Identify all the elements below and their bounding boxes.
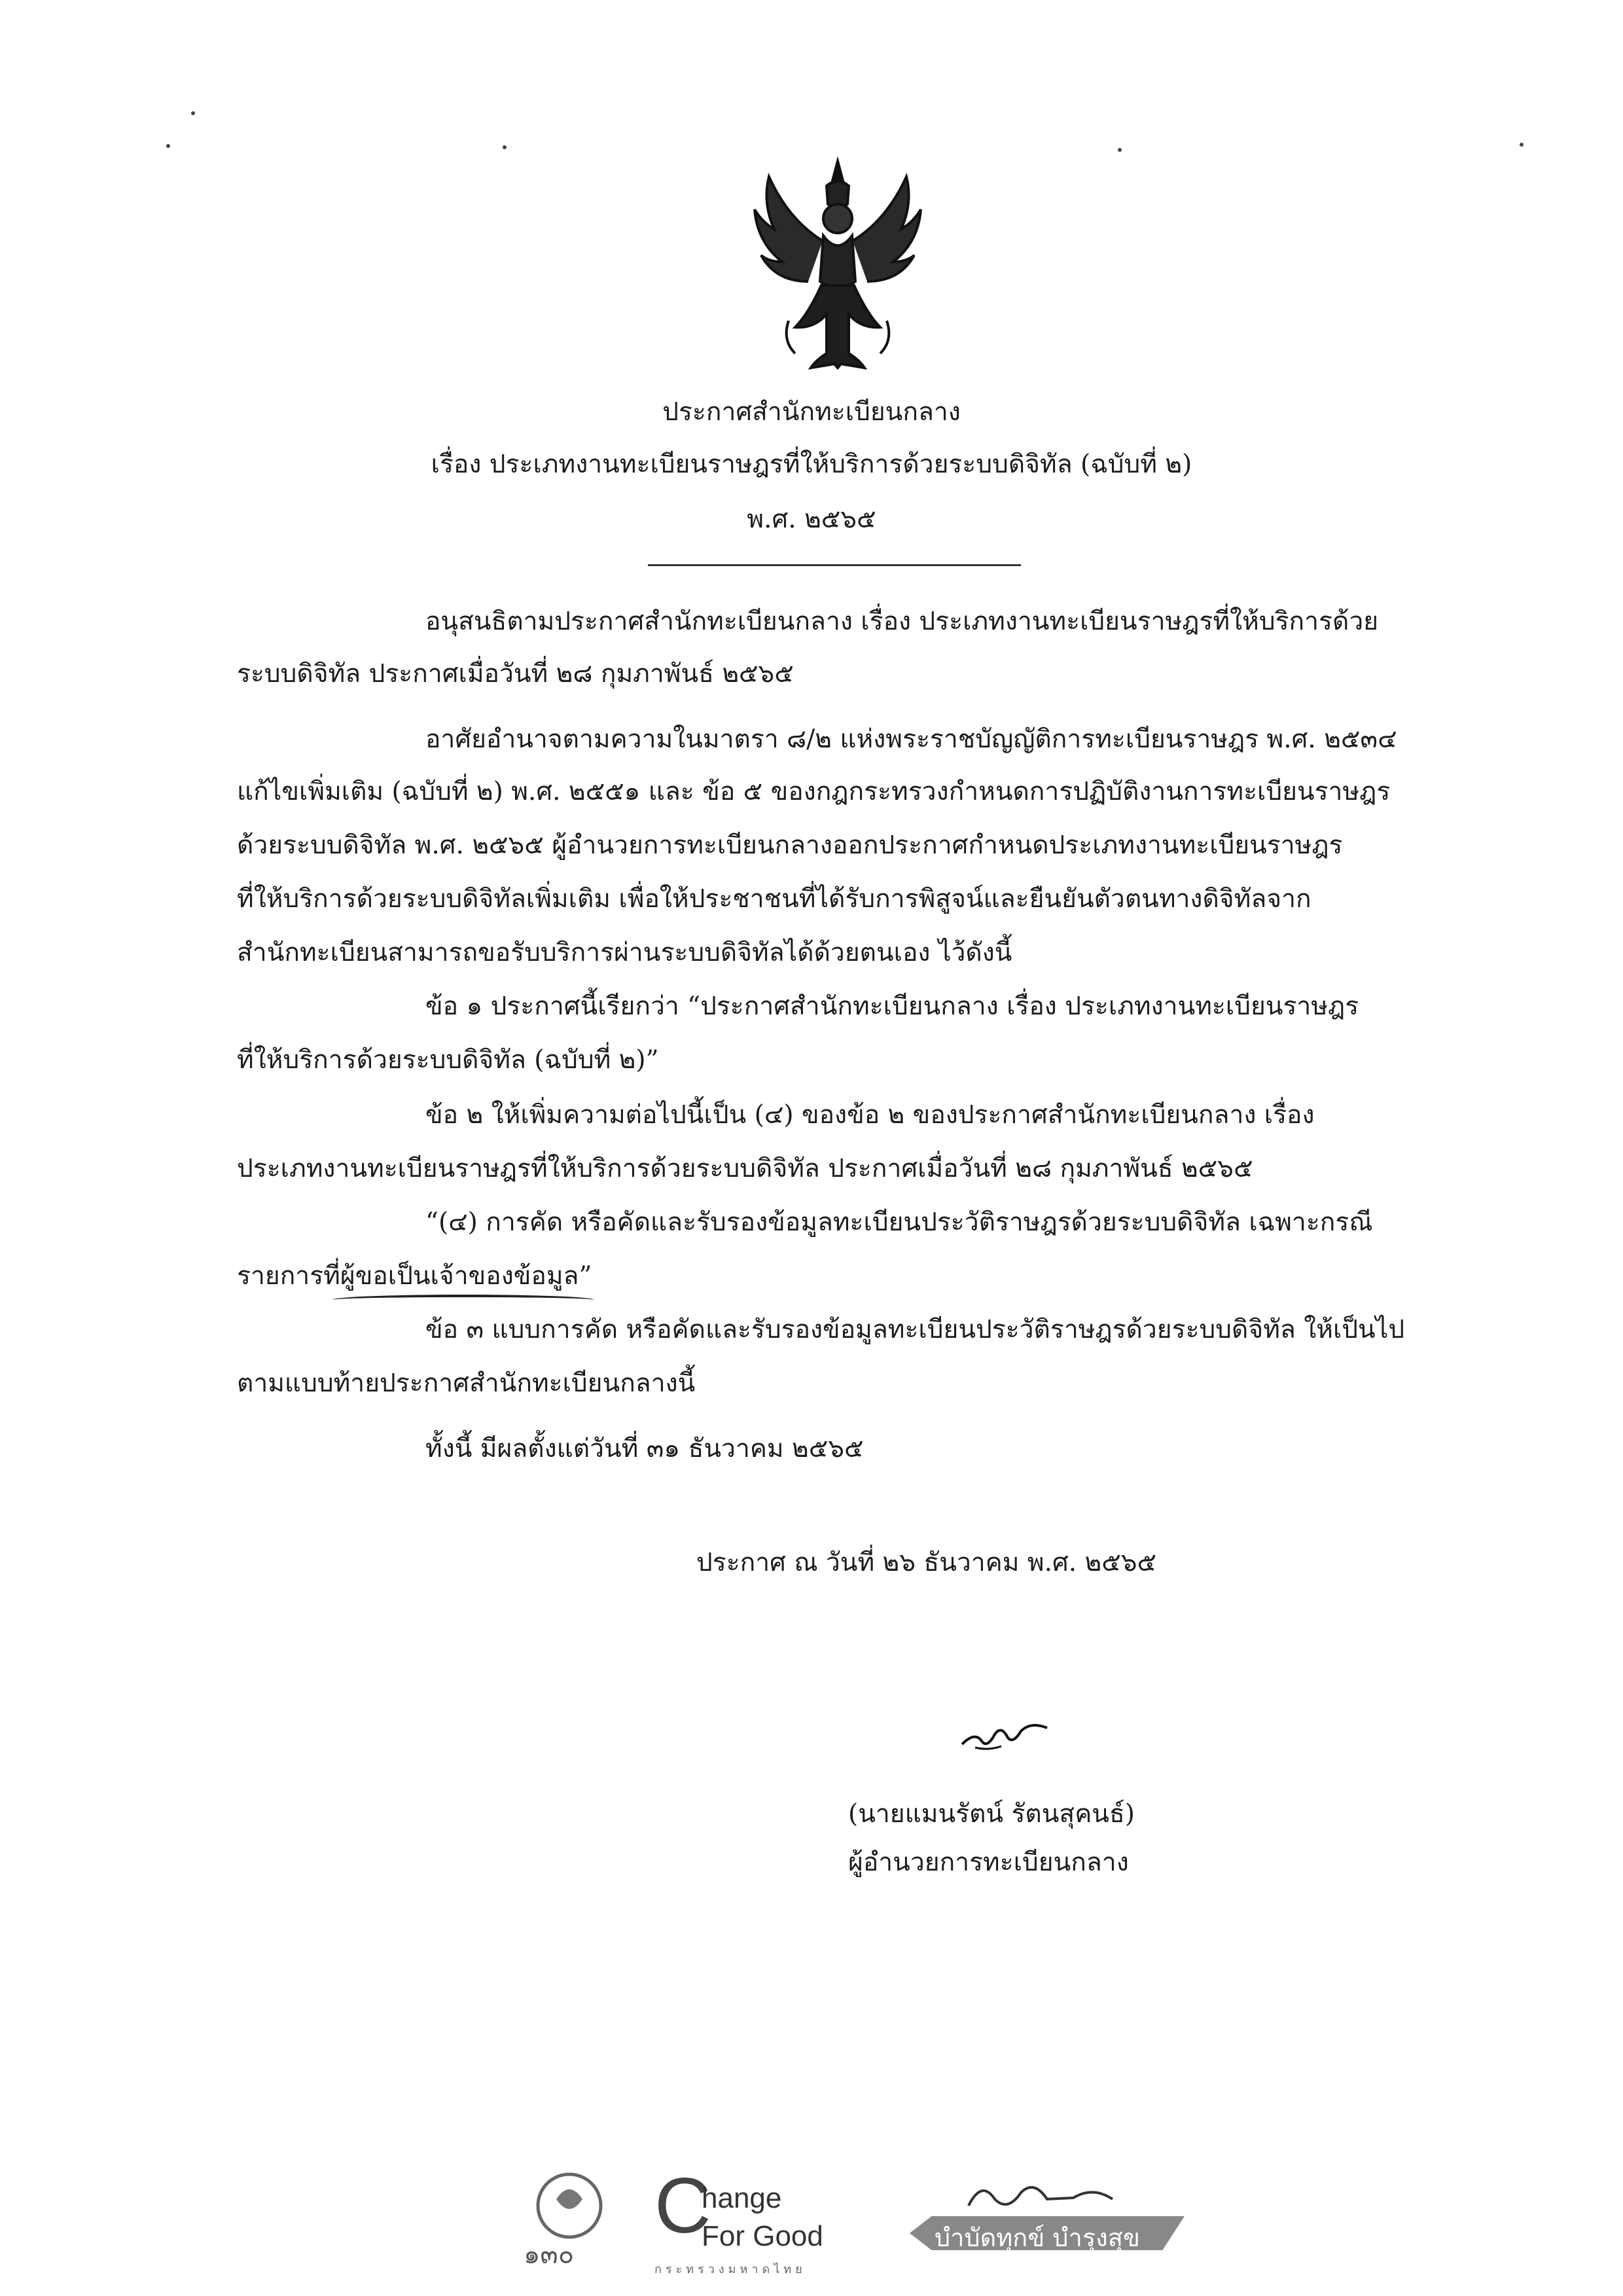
change-c-letter: C <box>654 2162 711 2250</box>
anniversary-number: ๑๓๐ <box>524 2240 575 2270</box>
signature <box>955 1708 1060 1761</box>
handwritten-underline <box>332 1295 594 1305</box>
motto-script-mark <box>903 2173 1204 2219</box>
signer-position: ผู้อำนวยการทะเบียนกลาง <box>848 1848 1129 1877</box>
footer-logos <box>510 2160 1230 2278</box>
preamble-line-2: ระบบดิจิทัล ประกาศเมื่อวันที่ ๒๘ กุมภาพันธ์ ๒๕๖๕ <box>237 659 794 689</box>
for-good-word: For Good <box>702 2220 823 2252</box>
clause-2-line-1: ข้อ ๒ ให้เพิ่มความต่อไปนี้เป็น (๔) ของข้อ ๒ ของประกาศสำนักทะเบียนกลาง เรื่อง <box>425 1100 1315 1130</box>
scan-speck <box>503 145 507 149</box>
clause-2-line-2: ประเภทงานทะเบียนราษฎรที่ให้บริการด้วยระบบดิจิทัล ประกาศเมื่อวันที่ ๒๘ กุมภาพันธ์ ๒๕๖๕ <box>237 1154 1253 1183</box>
garuda-emblem <box>743 157 933 373</box>
anniversary-logo <box>510 2166 628 2271</box>
scan-speck <box>166 144 170 148</box>
clause-3-line-1: ข้อ ๓ แบบการคัด หรือคัดและรับรองข้อมูลทะเบียนประวัติราษฎรด้วยระบบดิจิทัล ให้เป็นไป <box>425 1315 1405 1344</box>
authority-line-2: แก้ไขเพิ่มเติม (ฉบับที่ ๒) พ.ศ. ๒๕๕๑ และ ข้อ ๕ ของกฎกระทรวงกำหนดการปฏิบัติงานการทะเบียนราษฎร <box>237 777 1391 806</box>
clause-3-line-2: ตามแบบท้ายประกาศสำนักทะเบียนกลางนี้ <box>237 1369 696 1398</box>
inserted-text-line-2: รายการที่ผู้ขอเป็นเจ้าของข้อมูล” <box>237 1261 592 1291</box>
scan-speck <box>1118 148 1122 152</box>
inserted-text-line-1: “(๔) การคัด หรือคัดและรับรองข้อมูลทะเบียนประวัติราษฎรด้วยระบบดิจิทัล เฉพาะกรณี <box>425 1208 1373 1237</box>
authority-line-4: ที่ให้บริการด้วยระบบดิจิทัลเพิ่มเติม เพื่อให้ประชาชนที่ได้รับการพิสูจน์และยืนยันตัวตนทางดิจิทัลจาก <box>237 884 1311 914</box>
ministry-label: กระทรวงมหาดไทย <box>654 2263 806 2276</box>
change-word: hange <box>702 2182 782 2214</box>
authority-line-3: ด้วยระบบดิจิทัล พ.ศ. ๒๕๖๕ ผู้อำนวยการทะเบียนกลางออกประกาศกำหนดประเภทงานทะเบียนราษฎร <box>237 831 1343 860</box>
title-divider <box>648 564 1021 566</box>
authority-line-5: สำนักทะเบียนสามารถขอรับบริการผ่านระบบดิจิทัลได้ด้วยตนเอง ไว้ดังนี้ <box>237 938 1012 967</box>
effective-date: ทั้งนี้ มีผลตั้งแต่วันที่ ๓๑ ธันวาคม ๒๕๖๕ <box>425 1434 864 1463</box>
motto-logo <box>903 2173 1204 2271</box>
clause-1-line-2: ที่ให้บริการด้วยระบบดิจิทัล (ฉบับที่ ๒)” <box>237 1045 659 1075</box>
signer-name: (นายแมนรัตน์ รัตนสุคนธ์) <box>848 1799 1135 1829</box>
announcement-year: พ.ศ. ๒๕๖๕ <box>747 505 876 534</box>
motto-text: บำบัดทุกข์ บำรุงสุข <box>935 2223 1140 2252</box>
clause-1-line-1: ข้อ ๑ ประกาศนี้เรียกว่า “ประกาศสำนักทะเบียนกลาง เรื่อง ประเภทงานทะเบียนราษฎร <box>425 992 1359 1021</box>
preamble-line-1: อนุสนธิตามประกาศสำนักทะเบียนกลาง เรื่อง ประเภทงานทะเบียนราษฎรที่ให้บริการด้วย <box>425 607 1379 636</box>
announcement-date: ประกาศ ณ วันที่ ๒๖ ธันวาคม พ.ศ. ๒๕๖๕ <box>696 1548 1157 1577</box>
authority-line-1: อาศัยอำนาจตามความในมาตรา ๘/๒ แห่งพระราชบัญญัติการทะเบียนราษฎร พ.ศ. ๒๕๓๔ <box>425 725 1397 754</box>
scan-speck <box>1520 143 1524 147</box>
announcement-subject: เรื่อง ประเภทงานทะเบียนราษฎรที่ให้บริการด้วยระบบดิจิทัล (ฉบับที่ ๒) <box>431 450 1192 479</box>
scan-speck <box>191 111 195 115</box>
announcement-title: ประกาศสำนักทะเบียนกลาง <box>662 397 961 427</box>
